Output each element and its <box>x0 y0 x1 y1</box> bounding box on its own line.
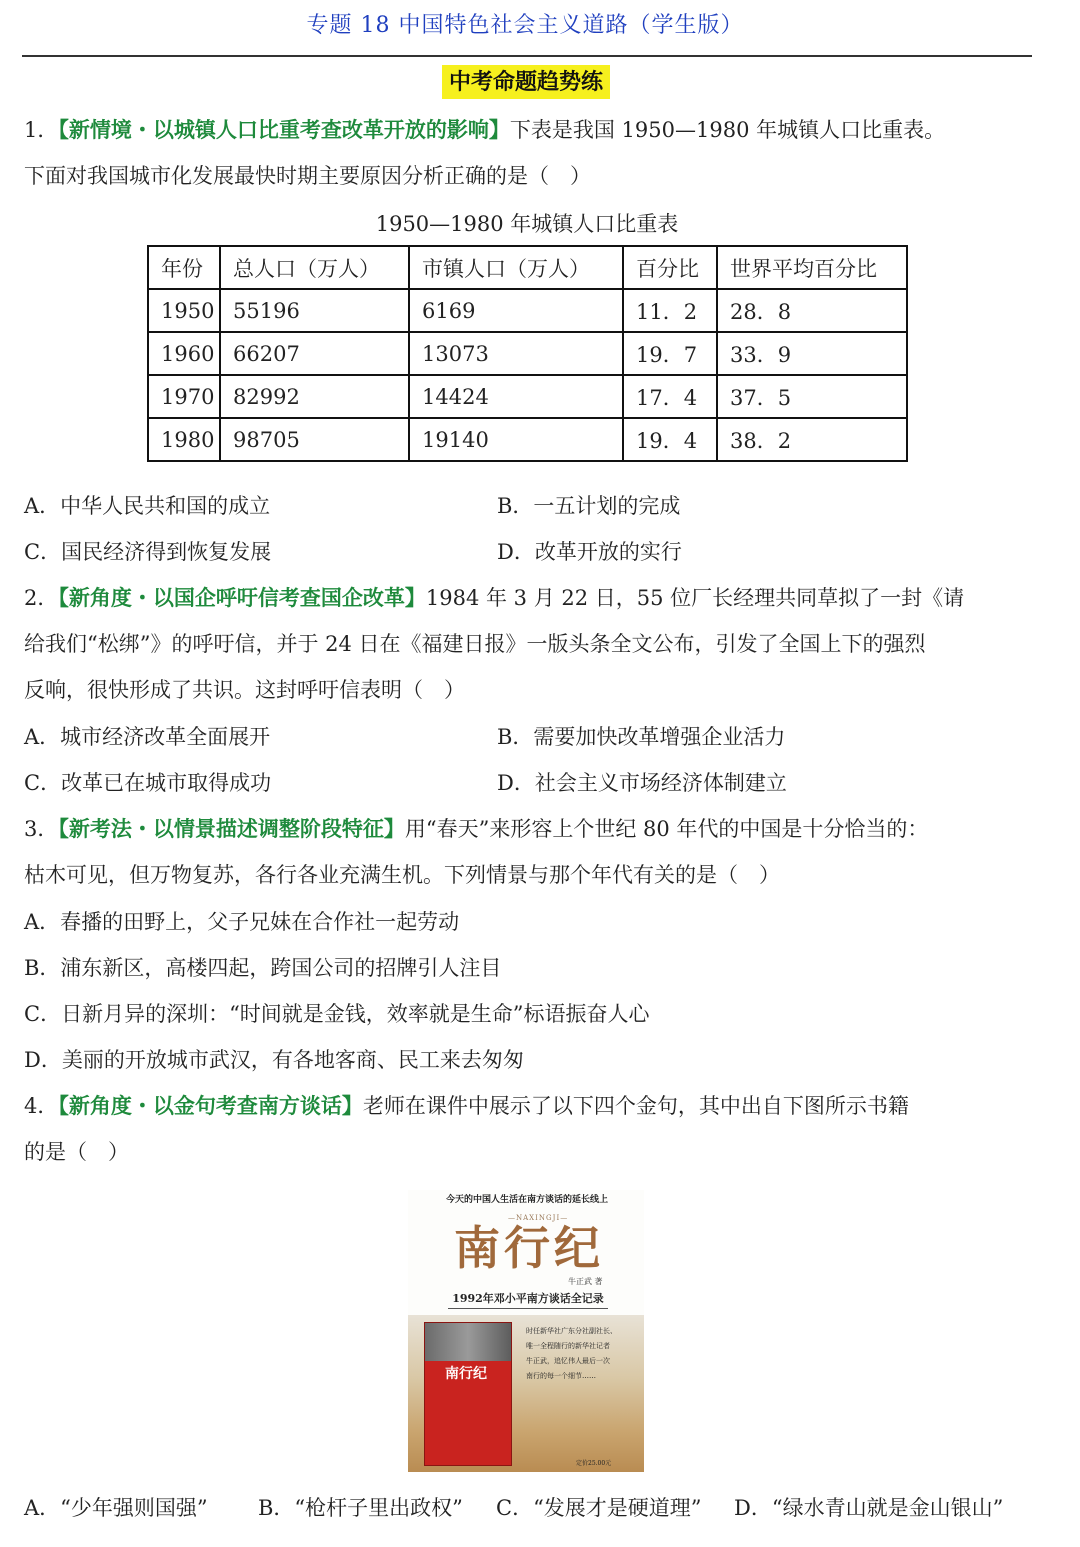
q1-stem-line1 <box>24 116 945 144</box>
blurb-line: 南行的每一个细节…… <box>526 1372 596 1380</box>
table-cell: 38．2 <box>717 418 907 461</box>
section-badge: 中考命题趋势练 <box>442 65 610 99</box>
q2-option-c[interactable]: C．改革已在城市取得成功 <box>24 771 272 795</box>
q1-tag: 【新情境・以城镇人口比重考查改革开放的影响】 <box>58 117 510 142</box>
book-blurb <box>526 1324 638 1384</box>
q2-option-d[interactable]: D．社会主义市场经济体制建立 <box>497 771 787 795</box>
q3-stem-line1 <box>24 815 928 843</box>
cover-photo <box>425 1323 511 1361</box>
q4-option-d[interactable]: D．“绿水青山就是金山银山” <box>734 1496 1004 1520</box>
table-cell: 28．8 <box>717 289 907 332</box>
book-top-line: 今天的中国人生活在南方谈话的延长线上 <box>445 1195 608 1205</box>
q4-stem-line2: 的是（ ） <box>24 1140 129 1164</box>
table-row <box>148 332 907 375</box>
table-header-cell: 市镇人口（万人） <box>409 246 623 289</box>
q1-option-b[interactable]: B．一五计划的完成 <box>497 494 681 518</box>
q2-stem-line3: 反响，很快形成了共识。这封呼吁信表明（ ） <box>24 678 465 702</box>
q3-stem-line2: 枯木可见，但万物复苏，各行各业充满生机。下列情景与那个年代有关的是（ ） <box>24 863 780 887</box>
q1-option-d[interactable]: D．改革开放的实行 <box>497 540 682 564</box>
table-cell: 1980 <box>148 418 220 461</box>
page-title: 专题 18 中国特色社会主义道路（学生版） <box>306 13 744 38</box>
q4-stem-text: 老师在课件中展示了以下四个金句，其中出自下图所示书籍 <box>362 1094 909 1118</box>
table-cell: 14424 <box>409 375 623 418</box>
q4-option-a[interactable]: A．“少年强则国强” <box>24 1496 208 1520</box>
table-cell: 19．4 <box>623 418 717 461</box>
q3-option-d[interactable]: D．美丽的开放城市武汉，有各地客商、民工来去匆匆 <box>24 1048 524 1072</box>
q2-stem-text: 1984 年 3 月 22 日，55 位厂长经理共同草拟了一封《请 <box>425 586 965 610</box>
q3-option-a[interactable]: A．春播的田野上，父子兄妹在合作社一起劳动 <box>24 910 460 934</box>
table-cell: 55196 <box>220 289 409 332</box>
q4-tag: 【新角度・以金句考查南方谈话】 <box>58 1093 363 1118</box>
q3-number: 3． <box>24 817 59 841</box>
q2-tag: 【新角度・以国企呼吁信考查国企改革】 <box>58 585 426 610</box>
q1-table-caption: 1950—1980 年城镇人口比重表 <box>375 212 679 236</box>
q1-option-c[interactable]: C．国民经济得到恢复发展 <box>24 540 272 564</box>
blurb-line: 唯一全程随行的新华社记者 <box>526 1342 610 1350</box>
q2-option-b[interactable]: B．需要加快改革增强企业活力 <box>497 725 786 749</box>
q1-number: 1． <box>24 118 59 142</box>
book-price: 定价25.00元 <box>576 1460 612 1467</box>
book-title: 南行纪 <box>454 1221 604 1275</box>
q1-option-a[interactable]: A．中华人民共和国的成立 <box>24 494 271 518</box>
table-cell: 98705 <box>220 418 409 461</box>
header-divider <box>22 55 1032 57</box>
table-header-row <box>148 246 907 289</box>
q3-stem-text: 用“春天”来形容上个世纪 80 年代的中国是十分恰当的： <box>404 817 929 841</box>
q3-option-c[interactable]: C．日新月异的深圳：“时间就是金钱，效率就是生命”标语振奋人心 <box>24 1002 650 1026</box>
table-header-cell: 总人口（万人） <box>220 246 409 289</box>
book-cover-image <box>408 1190 644 1472</box>
q1-population-table <box>147 245 908 462</box>
table-cell: 17．4 <box>623 375 717 418</box>
q3-option-b[interactable]: B．浦东新区，高楼四起，跨国公司的招牌引人注目 <box>24 956 502 980</box>
table-cell: 66207 <box>220 332 409 375</box>
table-cell: 1970 <box>148 375 220 418</box>
q4-option-c[interactable]: C．“发展才是硬道理” <box>496 1496 702 1520</box>
table-cell: 82992 <box>220 375 409 418</box>
table-cell: 1950 <box>148 289 220 332</box>
book-author: 牛正武 著 <box>568 1277 603 1286</box>
table-header-cell: 世界平均百分比 <box>717 246 907 289</box>
table-row <box>148 289 907 332</box>
q2-stem-line2: 给我们“松绑”》的呼吁信，并于 24 日在《福建日报》一版头条全文公布，引发了全国上下的强烈 <box>24 632 926 656</box>
table-row <box>148 375 907 418</box>
table-header-cell: 年份 <box>148 246 220 289</box>
book-subtitle: 1992年邓小平南方谈话全记录 <box>448 1290 608 1309</box>
table-cell: 13073 <box>409 332 623 375</box>
q2-stem-line1 <box>24 584 964 612</box>
table-cell: 19140 <box>409 418 623 461</box>
table-cell: 33．9 <box>717 332 907 375</box>
q2-number: 2． <box>24 586 59 610</box>
book-pinyin: —NAXINGJI— <box>508 1214 569 1222</box>
book-front-cover <box>424 1322 512 1466</box>
q3-tag: 【新考法・以情景描述调整阶段特征】 <box>58 816 405 841</box>
blurb-line: 牛正武，追忆伟人最后一次 <box>526 1357 610 1365</box>
table-cell: 1960 <box>148 332 220 375</box>
table-header-cell: 百分比 <box>623 246 717 289</box>
q1-stem-text: 下表是我国 1950—1980 年城镇人口比重表。 <box>509 118 946 142</box>
table-cell: 37．5 <box>717 375 907 418</box>
q4-stem-line1 <box>24 1092 909 1120</box>
table-row <box>148 418 907 461</box>
q4-number: 4． <box>24 1094 59 1118</box>
table-cell: 19．7 <box>623 332 717 375</box>
table-cell: 11．2 <box>623 289 717 332</box>
blurb-line: 时任新华社广东分社副社长、 <box>526 1327 617 1335</box>
q2-option-a[interactable]: A．城市经济改革全面展开 <box>24 725 271 749</box>
q1-stem-line2: 下面对我国城市化发展最快时期主要原因分析正确的是（ ） <box>24 164 591 188</box>
table-cell: 6169 <box>409 289 623 332</box>
q4-option-b[interactable]: B．“枪杆子里出政权” <box>258 1496 463 1520</box>
cover-title: 南行纪 <box>445 1366 487 1382</box>
